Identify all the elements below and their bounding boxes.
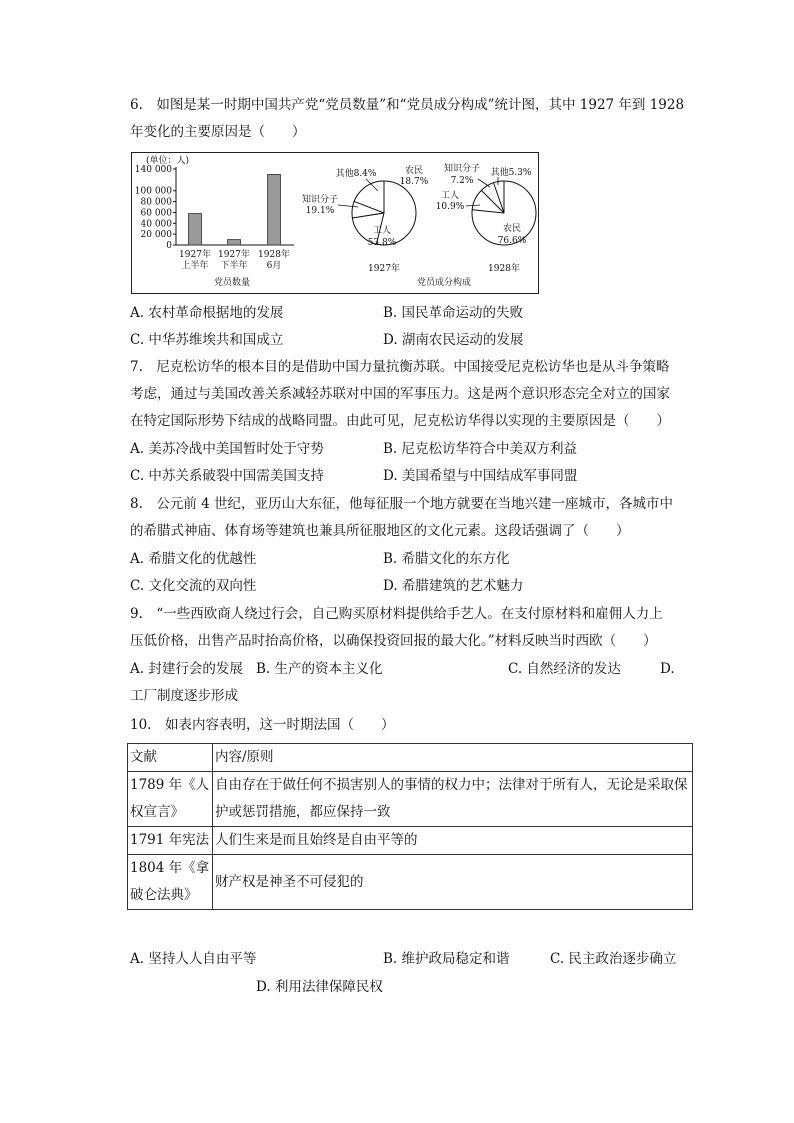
q7-option-a[interactable]: A. 美苏冷战中美国暂时处于守势	[130, 441, 324, 457]
q8-stem-line2: 的希腊式神庙、体育场等建筑也兼具所征服地区的文化元素。这段话强调了（ ）	[130, 523, 630, 539]
pie-chart-caption: 党员成分构成	[416, 278, 472, 288]
table-row	[128, 827, 693, 855]
q9-stem-line2: 压低价格，出售产品时抬高价格，以确保投资回报的最大化。”材料反映当时西欧（ ）	[130, 633, 657, 649]
pie-title: 1927年	[368, 264, 400, 274]
pie-label-value: 7.2%	[450, 176, 474, 186]
y-tick-label: 20 000	[140, 230, 172, 241]
table-cell-doc: 1789 年《人权宣言》	[128, 772, 213, 827]
q10-option-c[interactable]: C. 民主政治逐步确立	[550, 951, 677, 967]
pie-label-name: 工人	[372, 226, 392, 236]
q10-option-a[interactable]: A. 坚持人人自由平等	[130, 951, 257, 967]
y-tick-label: 60 000	[140, 208, 172, 219]
x-tick-label: 1927年	[179, 250, 211, 260]
q7-option-c[interactable]: C. 中苏关系破裂中国需美国支持	[130, 468, 324, 484]
pie-label-value: 18.7%	[399, 177, 429, 187]
q9-option-a[interactable]: A. 封建行会的发展	[130, 661, 243, 677]
y-tick-label: 100 000	[134, 186, 172, 197]
q7-stem-line3: 在特定国际形势下结成的战略同盟。由此可见，尼克松访华得以实现的主要原因是（ ）	[130, 413, 670, 429]
q6-option-d[interactable]: D. 湖南农民运动的发展	[383, 332, 524, 348]
table-header-doc: 文献	[128, 744, 213, 772]
bar	[268, 174, 281, 245]
q6-figure	[131, 152, 539, 294]
table-header-content: 内容/原则	[213, 744, 693, 772]
q6-option-c[interactable]: C. 中华苏维埃共和国成立	[130, 332, 284, 348]
table-header-row	[128, 744, 693, 772]
pie-label-name: 知识分子	[301, 195, 339, 205]
q6-stem-line1: 6. 如图是某一时期中国共产党“党员数量”和“党员成分构成”统计图，其中 1927 年到 1928	[130, 97, 685, 113]
pie-label-name: 其他8.4%	[335, 169, 377, 179]
q10-table	[127, 743, 693, 910]
y-tick-label: 80 000	[140, 197, 172, 208]
table-cell-content: 财产权是神圣不可侵犯的	[213, 855, 693, 910]
q6-figure-svg	[132, 153, 538, 293]
x-tick-label: 1928年	[258, 250, 290, 260]
pie-label-value: 19.1%	[305, 206, 335, 216]
pie-label-name: 工人	[440, 191, 460, 201]
q9-option-d-text: 工厂制度逐步形成	[130, 688, 238, 704]
pie-label-name: 农民	[502, 224, 522, 234]
q8-option-c[interactable]: C. 文化交流的双向性	[130, 578, 257, 594]
q8-stem-line1: 8. 公元前 4 世纪，亚历山大东征，他每征服一个地方就要在当地兴建一座城市，各城市中	[130, 496, 674, 512]
bar-chart-caption: 党员数量	[213, 278, 251, 288]
q7-option-d[interactable]: D. 美国希望与中国结成军事同盟	[383, 468, 578, 484]
y-axis-label: (单位：人)	[146, 156, 190, 166]
q7-stem-line1: 7. 尼克松访华的根本目的是借助中国力量抗衡苏联。中国接受尼克松访华也是从斗争策略	[130, 359, 670, 375]
pie-label-value: 76.6%	[497, 236, 527, 246]
q6-option-b[interactable]: B. 国民革命运动的失败	[383, 305, 524, 321]
table-row	[128, 772, 693, 827]
table-cell-doc: 1791 年宪法	[128, 827, 213, 855]
bar	[228, 240, 241, 245]
table-cell-content: 人们生来是而且始终是自由平等的	[213, 827, 693, 855]
pie-label-name: 其他5.3%	[490, 168, 532, 178]
pie-label-name: 知识分子	[443, 164, 481, 174]
table-cell-content: 自由存在于做任何不损害别人的事情的权力中；法律对于所有人，无论是采取保护或惩罚措施，都应保持一致	[213, 772, 693, 827]
bar	[189, 214, 202, 245]
q8-option-a[interactable]: A. 希腊文化的优越性	[130, 551, 257, 567]
q8-option-b[interactable]: B. 希腊文化的东方化	[383, 551, 510, 567]
q7-stem-line2: 考虑，通过与美国改善关系减轻苏联对中国的军事压力。这是两个意识形态完全对立的国家	[130, 386, 670, 402]
q9-option-c[interactable]: C. 自然经济的发达	[508, 661, 621, 677]
table-cell-doc: 1804 年《拿破仑法典》	[128, 855, 213, 910]
q7-option-b[interactable]: B. 尼克松访华符合中美双方利益	[383, 441, 578, 457]
y-tick-label: 40 000	[140, 219, 172, 230]
pie-label-name: 农民	[404, 166, 424, 176]
q10-option-b[interactable]: B. 维护政局稳定和谐	[383, 951, 510, 967]
pie-leader-line	[478, 179, 490, 187]
pie-label-value: 10.9%	[435, 202, 465, 212]
x-tick-label: 1927年	[218, 250, 250, 260]
q10-option-d[interactable]: D. 利用法律保障民权	[256, 979, 383, 995]
q6-option-a[interactable]: A. 农村革命根据地的发展	[130, 305, 284, 321]
q10-stem: 10. 如表内容表明，这一时期法国（ ）	[130, 717, 395, 733]
x-tick-label: 下半年	[220, 261, 248, 271]
q6-stem-line2: 年变化的主要原因是（ ）	[130, 124, 306, 140]
table-row	[128, 855, 693, 910]
q9-option-d[interactable]: D.	[660, 661, 675, 677]
q8-option-d[interactable]: D. 希腊建筑的艺术魅力	[383, 578, 524, 594]
q9-stem-line1: 9. “一些西欧商人绕过行会，自己购买原材料提供给手艺人。在支付原材料和雇佣人力上	[130, 606, 663, 622]
pie-label-value: 53.8%	[367, 238, 397, 248]
q9-option-b[interactable]: B. 生产的资本主义化	[256, 661, 383, 677]
pie-title: 1928年	[488, 264, 520, 274]
x-tick-label: 上半年	[181, 261, 209, 271]
y-tick-label: 140 000	[134, 165, 172, 175]
y-tick-label: 0	[166, 241, 172, 251]
x-tick-label: 6月	[266, 261, 282, 271]
